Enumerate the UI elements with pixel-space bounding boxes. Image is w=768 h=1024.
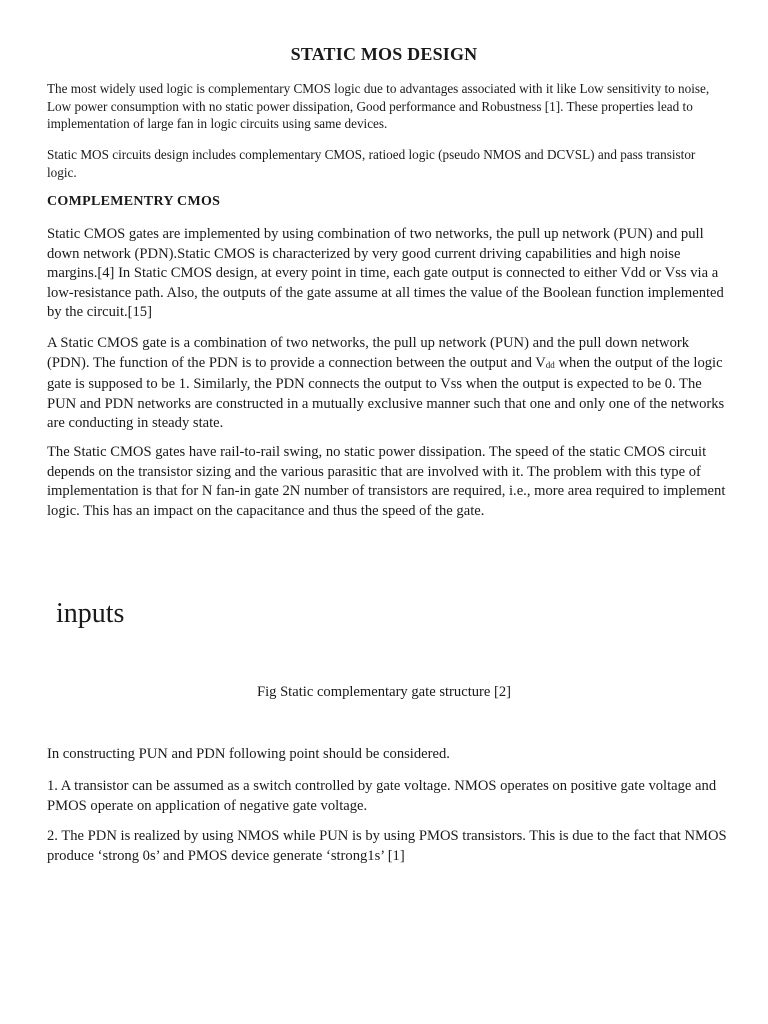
paragraph-2-subscript: dd <box>545 359 555 370</box>
types-paragraph: Static MOS circuits design includes complementary CMOS, ratioed logic (pseudo NMOS and DCVSL) and pass transistor logic. <box>47 147 696 180</box>
paragraph-2 <box>47 334 727 434</box>
considerations-intro: In constructing PUN and PDN following point should be considered. <box>47 746 450 762</box>
document-title: STATIC MOS DESIGN <box>290 44 478 64</box>
point-1: 1. A transistor can be assumed as a switch controlled by gate voltage. NMOS operates on positive gate voltage and PMOS operate on application of negative gate voltage. <box>47 778 717 814</box>
paragraph-3: The Static CMOS gates have rail-to-rail swing, no static power dissipation. The speed of the static CMOS circuit depends on the transistor sizing and the various parasitic that are involved with it. The problem with this type of implementation is that for N fan-in gate 2N number of transistors are required, i.e., more area required to implement logic. This has an impact on the capacitance and thus the speed of the gate. <box>47 444 726 519</box>
point-2: 2. The PDN is realized by using NMOS while PUN is by using PMOS transistors. This is due to the fact that NMOS produce ‘strong 0s’ and PMOS device generate ‘strong1s’ [1] <box>47 828 727 864</box>
paragraph-1: Static CMOS gates are implemented by using combination of two networks, the pull up network (PUN) and pull down network (PDN).Static CMOS is characterized by very good current driving capabilities and high noise margins.[4] In Static CMOS design, at every point in time, each gate output is connected to either Vdd or Vss via a low-resistance path. Also, the outputs of the gate assume at all times the value of the Boolean function implemented by the circuit.[15] <box>47 226 724 320</box>
figure-caption: Fig Static complementary gate structure [2] <box>256 684 512 700</box>
intro-paragraph: The most widely used logic is complementary CMOS logic due to advantages associated with it like Low sensitivity to noise, Low power consumption with no static power dissipation, Good performance and Robustness [1]. These properties lead to implementation of large fan in logic circuits using same devices. <box>47 81 710 131</box>
figure-inputs-label: inputs <box>56 598 125 629</box>
paragraph-2-start: A Static CMOS gate is a combination of two networks, the pull up network (PUN) and the pull down network (PDN). The function of the PDN is to provide a connection between the output and V <box>47 335 690 371</box>
paragraph-2-end: when the output of the logic gate is supposed to be 1. Similarly, the PDN connects the output to Vss when the output is expected to be 0. The PUN and PDN networks are constructed in a mutually exclusive manner such that one and only one of the networks are conducting in steady state. <box>47 354 725 431</box>
section-heading: COMPLEMENTRY CMOS <box>47 194 221 209</box>
